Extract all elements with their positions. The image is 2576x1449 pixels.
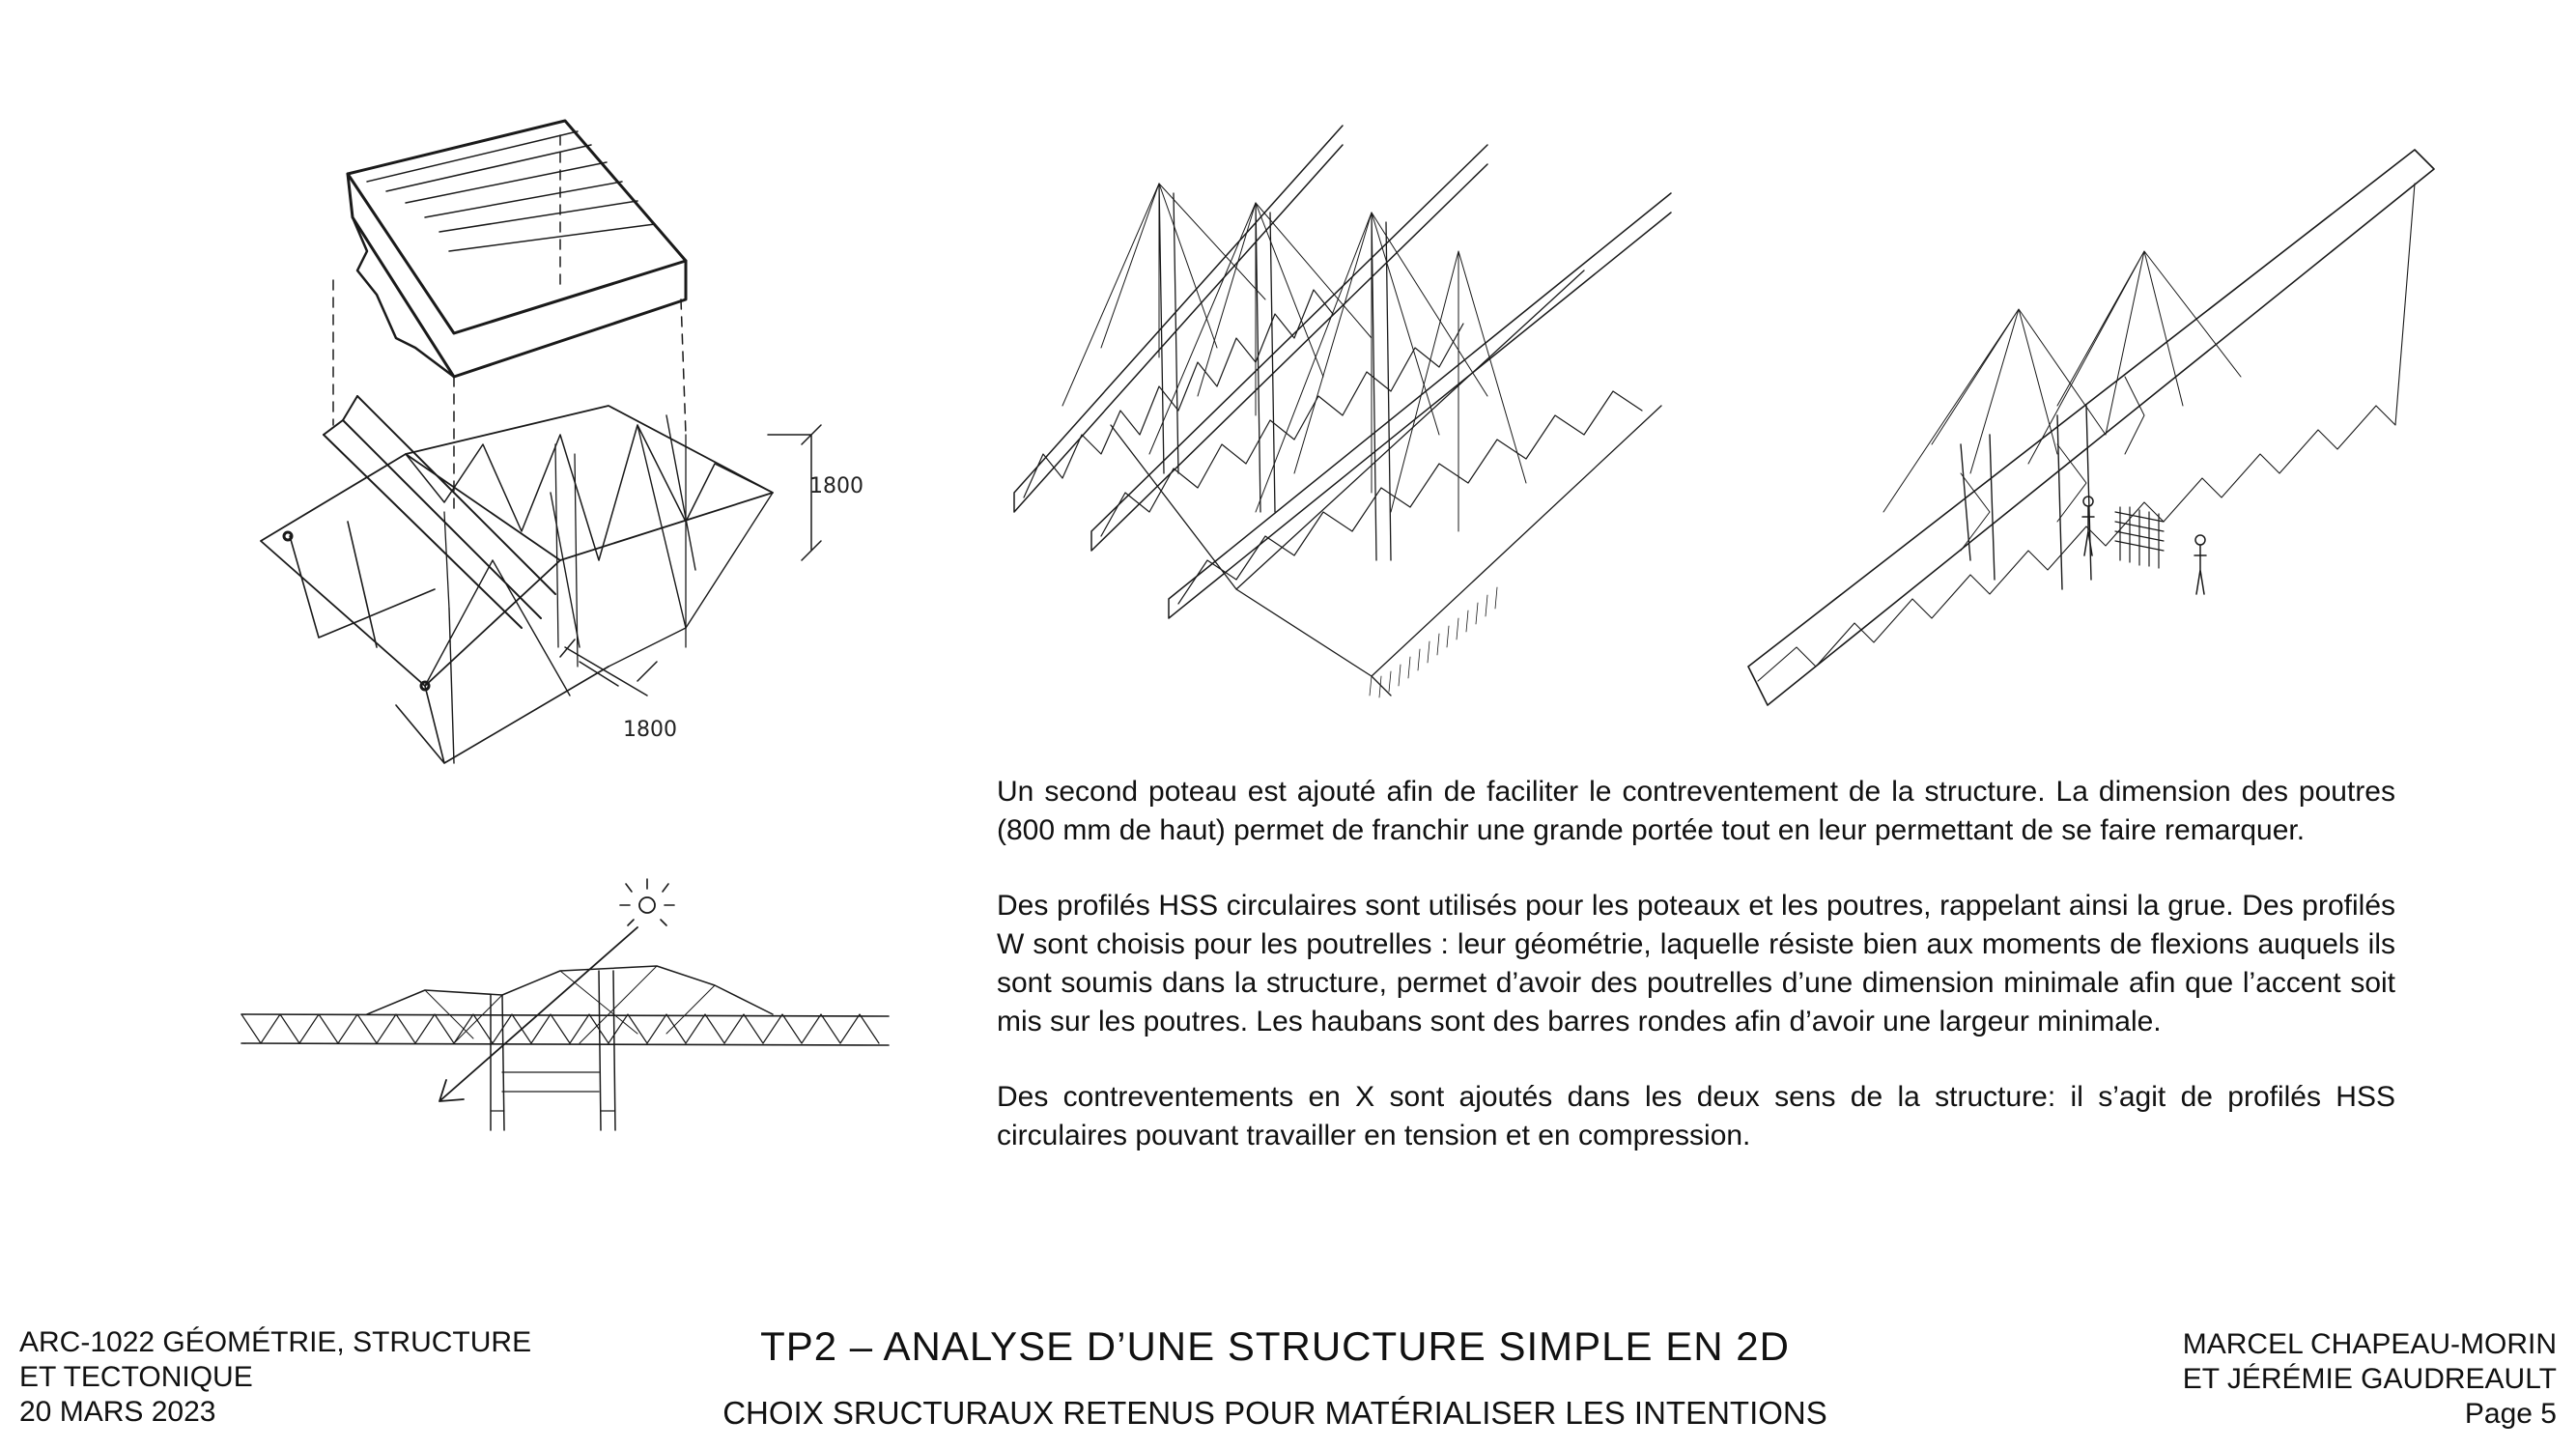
horizontal-dimension-label: 1800 <box>623 718 677 742</box>
paragraph-bracing: Des contreventements en X sont ajoutés dans les deux sens de la structure: il s’agit de profilés HSS circulaires pouvant travailler en tension et en compression. <box>997 1081 2395 1151</box>
document-subtitle: CHOIX SRUCTURAUX RETENUS POUR MATÉRIALISER LES INTENTIONS <box>722 1395 1827 1431</box>
body-text <box>997 773 2395 1192</box>
course-name-line2: ET TECTONIQUE <box>19 1361 253 1393</box>
document-date: 20 MARS 2023 <box>19 1396 216 1428</box>
course-name-line1: ARC-1022 GÉOMÉTRIE, STRUCTURE <box>19 1326 532 1358</box>
paragraph-columns: Un second poteau est ajouté afin de faciliter le contreventement de la structure. La dimension des poutres (800 mm de haut) permet de franchir une grande portée tout en leur permettant de se faire remarquer. <box>997 776 2395 846</box>
author-line2: ET JÉRÉMIE GAUDREAULT <box>2182 1363 2557 1395</box>
elevation-sun-sketch <box>232 850 908 1140</box>
aerial-perspective-sketch <box>1005 106 1700 705</box>
author-line1: MARCEL CHAPEAU-MORIN <box>2182 1328 2557 1360</box>
page-number: Page 5 <box>2464 1398 2557 1430</box>
course-info <box>19 1325 531 1430</box>
paragraph-profiles: Des profilés HSS circulaires sont utilisés pour les poteaux et les poutres, rappelant ainsi la grue. Des profilés W sont choisis pour les poutrelles : leur géométrie, laquelle résiste bien aux moments de flexions auquels ils sont soumis dans la structure, permet d’avoir des poutrelles d’une dimension minimale afin que l’accent soit mis sur les poutres. Les haubans sont des barres rondes afin d’avoir une largeur minimale. <box>997 890 2395 1037</box>
axonometric-detail-sketch <box>232 106 927 773</box>
authors-block <box>2183 1327 2557 1432</box>
vertical-dimension-label: 1800 <box>809 474 863 498</box>
section-perspective-sketch <box>1739 126 2531 744</box>
sun-icon <box>639 897 655 913</box>
document-title: TP2 – ANALYSE D’UNE STRUCTURE SIMPLE EN 2D <box>760 1323 1790 1369</box>
